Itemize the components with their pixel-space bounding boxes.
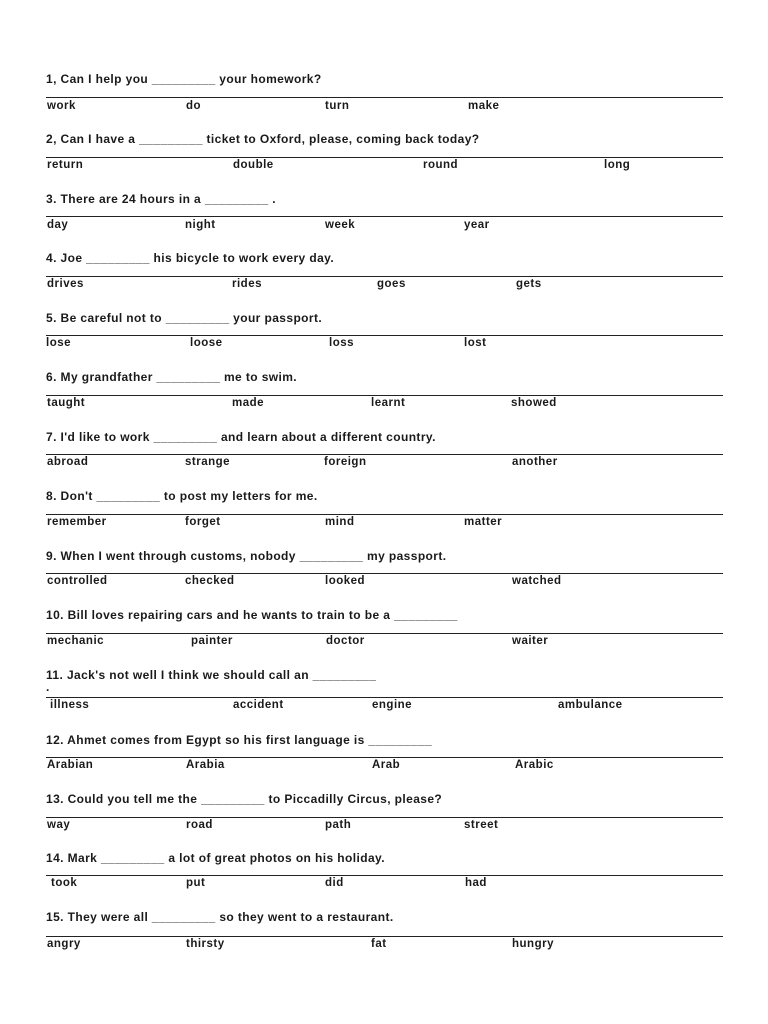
option-d: Arabic [515, 759, 554, 771]
divider [46, 276, 723, 277]
option-a: took [51, 877, 78, 889]
option-b: road [186, 819, 213, 831]
option-d: hungry [512, 938, 554, 950]
question-text: 9. When I went through customs, nobody _________ my passport. [46, 549, 447, 563]
option-a: illness [50, 699, 90, 711]
divider [46, 514, 723, 515]
option-b: checked [185, 575, 235, 587]
divider [46, 573, 723, 574]
option-c: path [325, 819, 352, 831]
option-b: strange [185, 456, 231, 468]
question-text: 15. They were all _________ so they went to a restaurant. [46, 910, 394, 924]
question-text: 8. Don't _________ to post my letters for me. [46, 489, 318, 503]
option-b: rides [232, 278, 262, 290]
question-text: 4. Joe _________ his bicycle to work every day. [46, 251, 335, 265]
option-c: turn [325, 100, 350, 112]
option-d: make [468, 100, 500, 112]
option-a: Arabian [47, 759, 94, 771]
option-b: loose [190, 337, 223, 349]
option-c: foreign [324, 456, 367, 468]
option-b: do [186, 100, 202, 112]
option-c: goes [377, 278, 406, 290]
option-a: return [47, 159, 84, 171]
option-c: round [423, 159, 459, 171]
question-text: 11. Jack's not well I think we should call an _________ [46, 668, 377, 682]
divider [46, 817, 723, 818]
option-b: forget [185, 516, 221, 528]
option-b: night [185, 219, 216, 231]
divider [46, 335, 723, 336]
divider [46, 875, 723, 876]
divider [46, 157, 723, 158]
option-c: engine [372, 699, 413, 711]
question-text: 3. There are 24 hours in a _________ . [46, 192, 276, 206]
option-d: had [465, 877, 487, 889]
option-c: did [325, 877, 344, 889]
question-text: 1, Can I help you _________ your homework? [46, 72, 322, 86]
option-c: mind [325, 516, 355, 528]
option-c: loss [329, 337, 355, 349]
divider [46, 395, 723, 396]
option-a: angry [47, 938, 81, 950]
question-text: 14. Mark _________ a lot of great photos on his holiday. [46, 851, 385, 865]
option-b: accident [233, 699, 284, 711]
option-d: another [512, 456, 558, 468]
option-a: lose [46, 337, 72, 349]
option-b: double [233, 159, 274, 171]
question-text: 6. My grandfather _________ me to swim. [46, 370, 298, 384]
divider [46, 757, 723, 758]
option-c: doctor [326, 635, 365, 647]
divider [46, 216, 723, 217]
option-b: Arabia [186, 759, 225, 771]
option-d: waiter [512, 635, 549, 647]
option-d: year [464, 219, 490, 231]
divider [46, 936, 723, 937]
option-d: watched [512, 575, 562, 587]
divider [46, 454, 723, 455]
option-b: thirsty [186, 938, 225, 950]
option-d: showed [511, 397, 557, 409]
question-text: 5. Be careful not to _________ your passport. [46, 311, 323, 325]
question-text: 12. Ahmet comes from Egypt so his first language is _________ [46, 733, 433, 747]
option-d: street [464, 819, 499, 831]
option-b: made [232, 397, 265, 409]
option-a: mechanic [47, 635, 105, 647]
stray-mark: . [46, 680, 50, 694]
option-d: ambulance [558, 699, 623, 711]
option-a: work [47, 100, 76, 112]
option-c: fat [371, 938, 387, 950]
option-c: Arab [372, 759, 401, 771]
option-a: remember [47, 516, 107, 528]
divider [46, 633, 723, 634]
divider [46, 97, 723, 98]
option-d: long [604, 159, 631, 171]
option-c: learnt [371, 397, 406, 409]
option-d: gets [516, 278, 542, 290]
divider [46, 697, 723, 698]
option-d: matter [464, 516, 503, 528]
question-text: 2, Can I have a _________ ticket to Oxford, please, coming back today? [46, 132, 480, 146]
question-text: 13. Could you tell me the _________ to Piccadilly Circus, please? [46, 792, 443, 806]
option-a: way [47, 819, 71, 831]
option-a: drives [47, 278, 84, 290]
option-a: abroad [47, 456, 89, 468]
option-b: painter [191, 635, 233, 647]
option-d: lost [464, 337, 487, 349]
option-b: put [186, 877, 206, 889]
question-text: 7. I'd like to work _________ and learn about a different country. [46, 430, 436, 444]
option-a: taught [47, 397, 86, 409]
option-c: week [325, 219, 356, 231]
option-c: looked [325, 575, 366, 587]
question-text: 10. Bill loves repairing cars and he wants to train to be a _________ [46, 608, 458, 622]
option-a: controlled [47, 575, 108, 587]
option-a: day [47, 219, 69, 231]
